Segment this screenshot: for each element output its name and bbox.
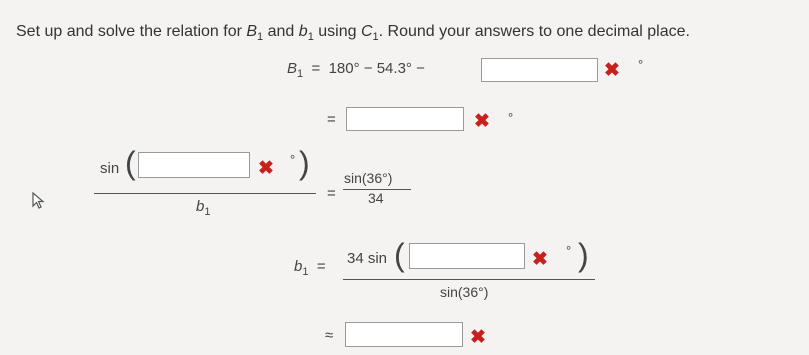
- equals-sign: =: [327, 111, 336, 128]
- answer-input-angle-1[interactable]: [481, 58, 598, 82]
- equation-B1-setup: $B_1 = 180^\circ - 54.3^\circ$ −: [287, 60, 425, 80]
- degree-symbol: °: [638, 57, 644, 72]
- incorrect-x-icon: ✖: [474, 111, 490, 132]
- answer-input-b1-angle[interactable]: [409, 243, 525, 269]
- denominator-sin36: sin(36°): [440, 284, 489, 300]
- answer-input-B1[interactable]: [346, 107, 464, 131]
- var-C1: $C_1$: [360, 23, 379, 43]
- lhs-b1: $b_1$ =: [294, 258, 326, 278]
- incorrect-x-icon: ✖: [604, 60, 620, 81]
- incorrect-x-icon: ✖: [532, 249, 548, 270]
- equals-sign: =: [327, 185, 336, 202]
- incorrect-x-icon: ✖: [470, 327, 486, 348]
- rhs-denominator: 34: [368, 190, 384, 206]
- rhs-numerator: sin(36°): [344, 170, 393, 186]
- instruction-text: Set up and solve the relation for $B_1$ and $b_1$ using $C_1$. Round your answers to one decimal place.: [16, 23, 690, 43]
- numerator-prefix: 34 sin: [347, 250, 388, 267]
- close-paren: ): [299, 145, 310, 181]
- approx-sign: ≈: [325, 327, 334, 344]
- lhs-B1: $B_1$: [287, 60, 304, 80]
- open-paren: (: [125, 145, 136, 181]
- degree-symbol: °: [508, 110, 514, 125]
- close-paren: ): [578, 237, 589, 273]
- sin-label: sin: [100, 160, 120, 177]
- fraction-bar: [343, 279, 595, 280]
- answer-input-b1-value[interactable]: [345, 322, 463, 347]
- degree-symbol: °: [290, 152, 296, 167]
- open-paren: (: [394, 237, 405, 273]
- fraction-bar: [94, 193, 316, 194]
- degree-symbol: °: [566, 243, 572, 258]
- var-b1: $b_1$: [298, 23, 314, 43]
- mouse-cursor-icon: [32, 192, 46, 215]
- var-B1: $B_1$: [246, 23, 264, 43]
- incorrect-x-icon: ✖: [258, 158, 274, 179]
- answer-input-sine-angle[interactable]: [138, 152, 250, 178]
- denominator-b1: $b_1$: [196, 198, 211, 218]
- angle-expression: 180° − 54.3° −: [328, 60, 425, 77]
